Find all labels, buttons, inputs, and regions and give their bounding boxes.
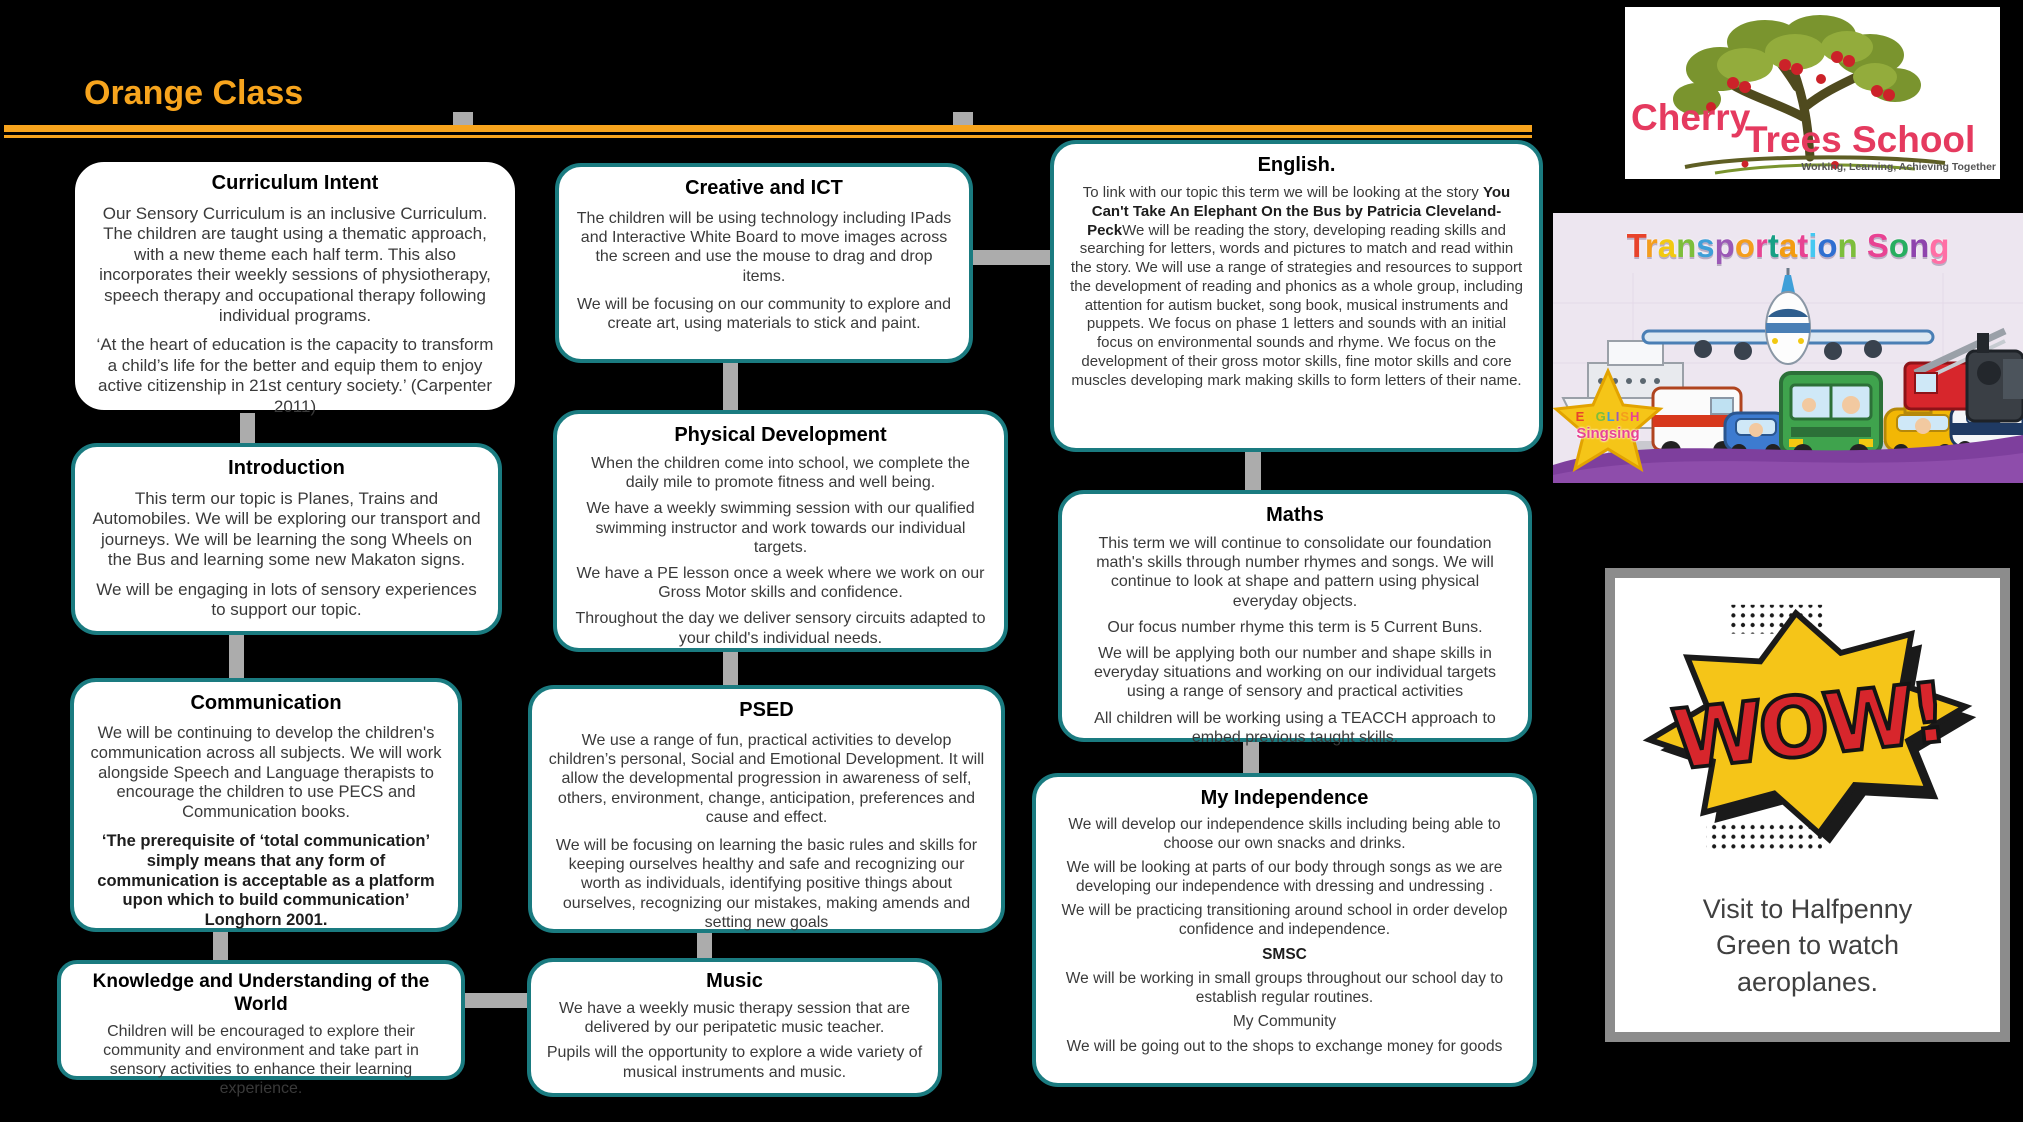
- box-body: We will be continuing to develop the children's communication across all subjects. We will work alongside Speech and Language therapists to encourage the children to use PECS and Communication books. ‘The prerequisite of ‘total communication’ simply means that any form of communication is acceptable as a platform upon which to build communication’ Longhorn 2001.: [90, 724, 442, 930]
- wow-caption: Visit to Halfpenny Green to watch aeroplanes.: [1702, 894, 1913, 997]
- box-body: This term our topic is Planes, Trains and Automobiles. We will be exploring our transport and journeys. We will be learning the song Wheels on the Bus and learning some new Makaton signs. We will be engaging in lots of sensory experiences to support our topic.: [92, 489, 481, 619]
- connector: [463, 993, 529, 1008]
- curriculum-intent-box: [72, 159, 518, 416]
- badge-singsing-label: Singsing: [1576, 425, 1640, 442]
- connector: [971, 250, 1052, 265]
- svg-text:WOW!: WOW!: [1667, 664, 1948, 789]
- box-body: When the children come into school, we complete the daily mile to promote fitness and well being. We have a weekly swimming session with our qualified swimming instructor and work towards our individual targets. We have a PE lesson once a week where we work on our Gross Motor skills and confidence. Throughout the day we deliver sensory circuits adapted to your child's individual needs.: [575, 455, 986, 647]
- maths-box: [1058, 490, 1532, 746]
- connector: [229, 633, 244, 680]
- connector-stub: [453, 112, 473, 125]
- page-title: Orange Class: [84, 74, 304, 112]
- box-title: Music: [706, 970, 763, 992]
- badge-english-label: ENGLISH: [1575, 409, 1641, 424]
- box-body: We will develop our independence skills including being able to choose our own snacks and drinks. We will be looking at parts of our body through songs as we are developing our independence with dressing and undressing . We will be practicing transitioning around school in order develop confidence and independence. SMSC We will be working in small groups throughout our school day to establish regular routines. My Community We will be going out to the shops to exchange money for goods: [1061, 816, 1508, 1055]
- transport-title: Transportation Song: [1626, 227, 1950, 264]
- box-body: This term we will continue to consolidate our foundation math's skills through number rhymes and songs. We will continue to look at shape and pattern using physical everyday objects. Our focus number rhyme this term is 5 Current Buns. We will be applying both our number and shape skills in everyday situations and working on our individual targets using a range of sensory and practical activities All children will be working using a TEACCH approach to embed previous taught skills.: [1093, 535, 1496, 746]
- connector: [213, 930, 228, 962]
- physical-development-box: [553, 410, 1008, 652]
- my-independence-box: [1032, 773, 1537, 1087]
- logo-tagline: Working, Learning, Achieving Together: [1801, 161, 1996, 173]
- box-body: We use a range of fun, practical activities to develop children’s personal, Social and Emotional Development. It will allow the developmental progression in awareness of self, others, environment, change, anticipation, preferences and cause and effect. We will be focusing on learning the basic rules and skills for keeping ourselves healthy and safe and recognizing our worth as individuals, identifying positive things about ourselves, recognizing our mistakes, making amends and setting new goals: [548, 732, 985, 931]
- box-body: To link with our topic this term we will be looking at the story You Can't Take An Elephant On the Bus by Patricia Cleveland-PeckWe will be reading the story, developing reading skills and searching for letters, words and pictures to match and read within the story. We will use a range of strategies and resources to support the development of reading and phonics as a whole group, including attention for autism bucket, song book, musical instruments and puppets. We focus on phase 1 letters and sounds with an initial focus on environmental sounds and rhyme. We focus on the development of their gross motor skills, fine motor skills and core muscles developing mark making skills to form letters of their name.: [1070, 184, 1523, 389]
- school-logo: [1625, 7, 2000, 179]
- communication-box: [70, 678, 462, 932]
- creative-ict-box: [555, 163, 973, 363]
- box-title: Knowledge and Understanding of the World: [92, 971, 430, 1015]
- box-body: The children will be using technology including IPads and Interactive White Board to move images across the screen and use the mouse to drag and drop items. We will be focusing on our community to explore and create art, using materials to stick and paint.: [576, 210, 952, 332]
- box-body: Our Sensory Curriculum is an inclusive Curriculum. The children are taught using a thematic approach, with a new theme each half term. This also incorporates their weekly sessions of physiotherapy, speech therapy and occupational therapy following individual programs. ‘At the heart of education is the capacity to transform a child’s life for the better and equip them to enjoy active citizenship in 21st century society.’ (Carpenter 2011): [96, 204, 494, 416]
- box-title: Curriculum Intent: [211, 172, 379, 194]
- box-title: PSED: [739, 699, 794, 721]
- box-title: English.: [1257, 154, 1336, 176]
- box-title: Physical Development: [674, 424, 887, 446]
- connector: [723, 650, 738, 687]
- box-title: Introduction: [228, 457, 345, 479]
- box-body: Children will be encouraged to explore their community and environment and take part in sensory activities to enhance their learning experience.: [103, 1022, 419, 1098]
- logo-word-cherry: Cherry: [1631, 97, 1751, 138]
- wow-burst-icon: [1615, 578, 2000, 878]
- box-body: We have a weekly music therapy session that are delivered by our peripatetic music teacher. Pupils will the opportunity to explore a wide variety of musical instruments and music.: [546, 1000, 923, 1081]
- psed-box: [528, 685, 1005, 933]
- knowledge-understanding-box: [57, 960, 465, 1098]
- music-box: [527, 958, 942, 1097]
- box-title: Communication: [190, 692, 342, 714]
- box-title: Maths: [1266, 504, 1324, 526]
- connector-stub: [953, 112, 973, 125]
- box-title: Creative and ICT: [685, 177, 843, 199]
- english-box: [1050, 140, 1543, 452]
- introduction-box: [71, 443, 502, 635]
- box-title: My Independence: [1200, 787, 1369, 809]
- connector: [723, 361, 738, 412]
- connector: [697, 931, 712, 960]
- header-rule-thin: [4, 135, 1532, 138]
- wow-card: [1605, 568, 2010, 1042]
- header-rule-thick: [4, 125, 1532, 132]
- transportation-song-image: [1553, 213, 2023, 483]
- logo-word-trees-school: Trees School: [1745, 119, 1976, 160]
